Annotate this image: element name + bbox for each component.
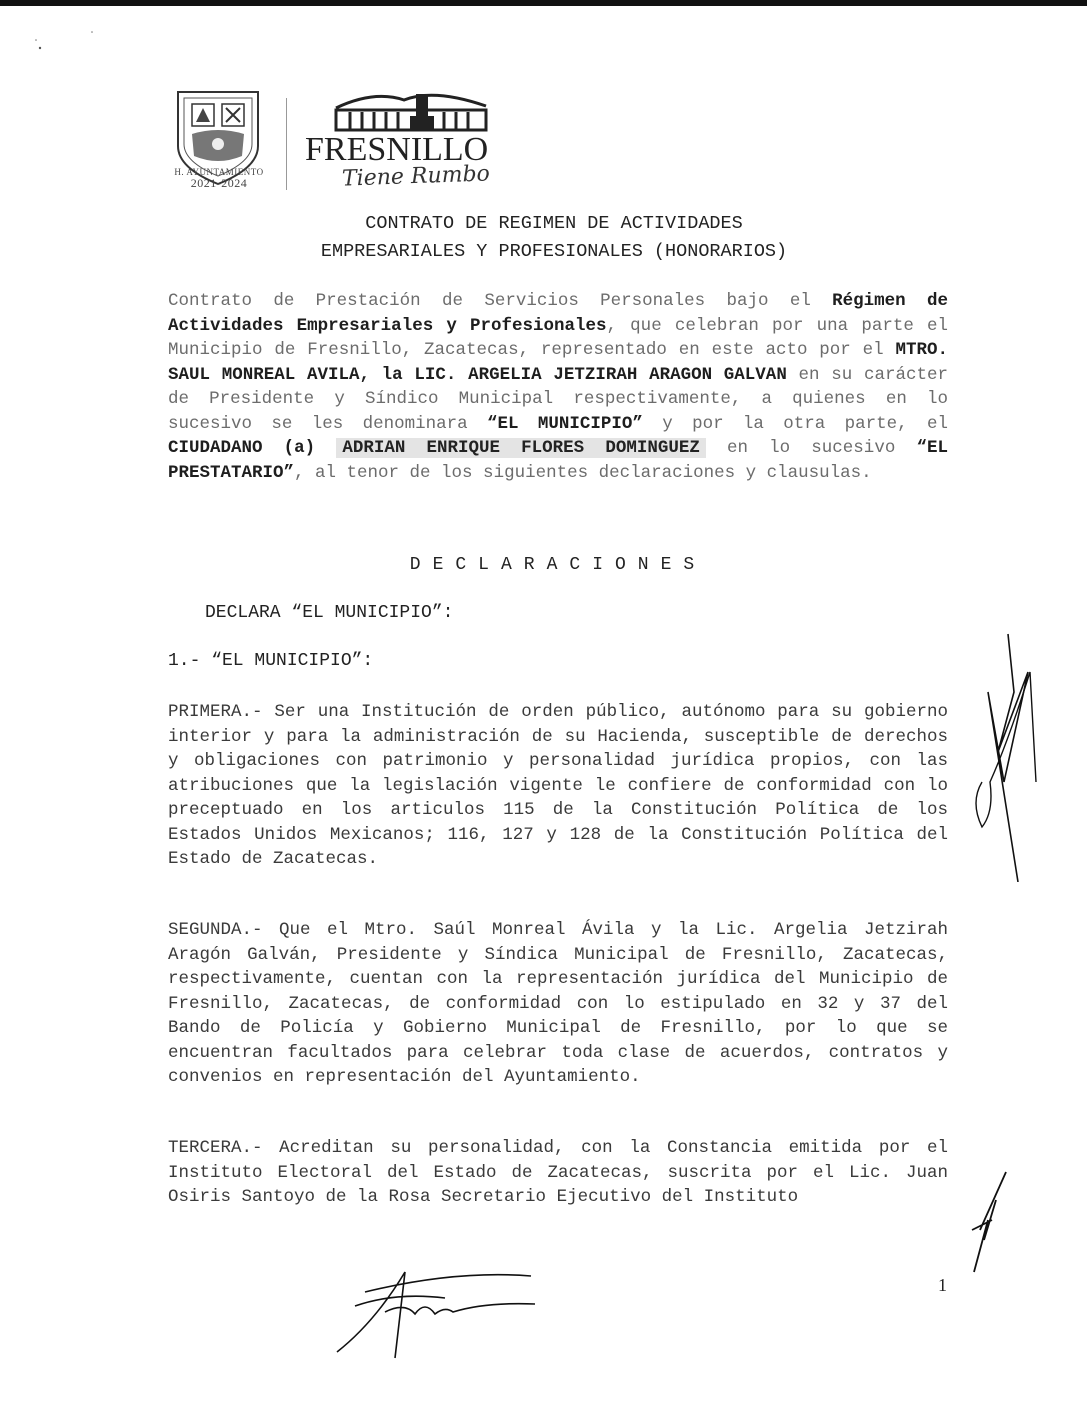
fresnillo-tagline: Tiene Rumbo: [341, 161, 491, 192]
intro-ciudadano: CIUDADANO (a): [168, 438, 316, 458]
intro-el-prestatario: “EL PRESTATARIO”: [168, 438, 948, 483]
scan-specks: [32, 26, 102, 56]
declaraciones-heading: DECLARACIONES: [409, 555, 707, 575]
initials-mark-icon: [966, 1170, 1010, 1274]
intro-representatives: MTRO. SAUL MONREAL AVILA, la LIC. ARGELIA JETZIRAH ARAGON GALVAN: [168, 340, 948, 385]
intro-text-5: en lo sucesivo: [705, 438, 917, 458]
prestatario-name: ADRIAN ENRIQUE FLORES DOMINGUEZ: [336, 438, 706, 458]
intro-paragraph: [168, 289, 948, 485]
clause-tercera: TERCERA.- Acreditan su personalidad, con la Constancia emitida por el Instituto Electoral del Estado de Zacatecas, suscrita por el Lic. Juan Osiris Santoyo de la Rosa Secretario Ejecutivo del Instituto: [168, 1138, 948, 1207]
seal-caption: [163, 168, 275, 190]
declara-municipio-heading: DECLARA “EL MUNICIPIO”:: [205, 603, 454, 623]
page-number: 1: [938, 1275, 947, 1295]
contract-title-line1: CONTRATO DE REGIMEN DE ACTIVIDADES: [365, 213, 743, 234]
header-divider: [286, 98, 287, 190]
clause-primera: PRIMERA.- Ser una Institución de orden público, autónomo para su gobierno interior y para la administración de su Hacienda, susceptible de derechos y obligaciones con patrimonio y personalidad jurídica propios, con las atribuciones que la legislación vigente le confiere de conformidad con lo preceptuado en los articulos 115 de la Constitución Política de los Estados Unidos Mexicanos; 116, 127 y 128 de la Constitución Política del Estado de Zacatecas.: [168, 702, 948, 869]
clause-segunda: SEGUNDA.- Que el Mtro. Saúl Monreal Ávila y la Lic. Argelia Jetzirah Aragón Galván, Presidente y Síndica Municipal de Fresnillo, Zacatecas, respectivamente, cuentan con la representación jurídica del Municipio de Fresnillo, Zacatecas, de conformidad con lo estipulado en 32 y 37 del Bando de Policía y Gobierno Municipal de Fresnillo, por lo que se encuentran facultados para celebrar toda clase de acuerdos, contratos y convenios en representación del Ayuntamiento.: [168, 920, 948, 1087]
intro-text-1: Contrato de Prestación de Servicios Personales bajo el: [168, 291, 833, 311]
fresnillo-logo-text: FRESNILLO: [305, 131, 489, 168]
scan-top-border: [0, 0, 1087, 6]
contract-title-line2: EMPRESARIALES Y PROFESIONALES (HONORARIOS): [320, 241, 788, 262]
margin-signature-icon: [968, 632, 1038, 882]
intro-el-municipio: “EL MUNICIPIO”: [486, 413, 643, 434]
intro-text-3: en su carácter de Presidente y Síndico Municipal respectivamente, a quienes en lo sucesivo se les denominara: [168, 364, 948, 434]
intro-text-4: y por la otra parte, el: [642, 413, 949, 434]
fresnillo-skyline-icon: [334, 86, 488, 132]
seal-caption-years: 2021-2024: [190, 176, 248, 190]
bottom-signature-icon: [335, 1262, 545, 1362]
section-1-heading: 1.- “EL MUNICIPIO”:: [168, 651, 374, 671]
seal-caption-line1: H. AYUNTAMIENTO: [174, 167, 264, 177]
intro-text-2: , que celebran por una parte el Municipio de Fresnillo, Zacatecas, representado en este acto por el: [168, 315, 948, 360]
intro-text-6: , al tenor de los siguientes declaraciones y clausulas.: [294, 462, 872, 483]
intro-regime: Régimen de Actividades Empresariales y Profesionales: [168, 291, 948, 336]
